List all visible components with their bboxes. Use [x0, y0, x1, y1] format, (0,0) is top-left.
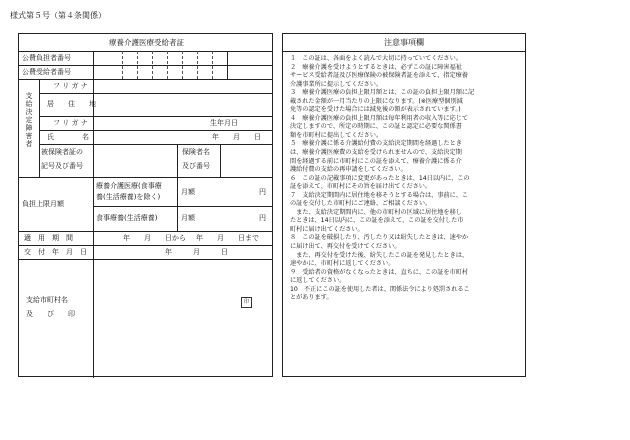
note-line: ７ 支給決定期間内に居住地を移そうとする場合は、事前に、こ	[290, 191, 468, 199]
medical-limit-label: 療養介護医療(食事療	[96, 182, 162, 190]
note-line: 間を経過する前に市町村にこの証を添えて、療養介護に係る介	[290, 157, 462, 165]
medical-limit-label-2: 養(生活療養)を除く)	[96, 193, 161, 201]
note-line: 免等の認定を受けた場合には減免後の額が表示されています。)	[290, 106, 461, 114]
notes-card	[282, 33, 526, 377]
note-line: ８ この証を破損したり、汚したり又は紛失したときは、速やか	[290, 234, 468, 242]
recipient-section-label: 支給決定障害者	[25, 92, 33, 148]
issue-date-label: 交 付 年 月 日	[24, 248, 87, 256]
note-line: 決定しますので、所定の時期に、この証と認定に必要な関係書	[290, 123, 462, 131]
insurer-name-label: 保険者名	[182, 148, 210, 156]
meal-limit-label: 食事療養(生活療養)	[96, 214, 158, 222]
valid-period-label: 適 用 期 間	[24, 234, 73, 242]
note-line: とがあります。	[290, 294, 333, 302]
issue-date-value: 年 月 日	[165, 248, 228, 256]
public-payer-number-label: 公費負担者番号	[22, 54, 71, 62]
note-line: ２ 療養介護を受けようとするときは、必ずこの証に障害福祉	[290, 63, 462, 71]
note-line: 護給付費の支給の再申請をしてください。	[290, 166, 407, 174]
note-line: 町村に届け出てください。	[290, 225, 364, 233]
name-label: 氏 名	[47, 133, 89, 141]
address-label: 居 住 地	[47, 100, 96, 108]
notes-list	[290, 55, 524, 303]
note-line: ９ 受給者の資格がなくなったときは、直ちに、この証を市町村	[290, 268, 468, 276]
form-number-label: 様式第５号（第４条関係）	[10, 11, 106, 20]
birth-date-value: 年 月 日	[212, 133, 261, 141]
limit-amount-label: 負担上限月額	[22, 200, 64, 208]
period-to-value: 年 月 日まで	[196, 234, 259, 242]
meal-monthly-label: 月額	[181, 214, 195, 222]
public-recipient-number-label: 公費受給者番号	[22, 68, 71, 76]
insured-symbol-label: 被保険者証の	[41, 148, 83, 156]
birth-date-label: 生年月日	[210, 119, 238, 127]
note-line: ５ 療養介護に係る介護給付費の支給決定期間を経過したとき	[290, 140, 462, 148]
note-line: 載された金額が一月当たりの上限になります。(※医療型個別減	[290, 97, 463, 105]
certificate-title: 療養介護医療受給者証	[109, 38, 184, 47]
note-line: また、再交付を受けた後、紛失したこの証を発見したときは、	[290, 251, 468, 259]
note-line: ４ 療養介護医療の負担上限月額は毎年利用者の収入等に応じて	[290, 114, 468, 122]
furigana-label-2: フ リ ガ ナ	[53, 119, 88, 127]
note-line: １ この証は、各面をよく読んで大切に持っていてください。	[290, 55, 462, 62]
municipality-label: 支給市町村名	[26, 296, 68, 304]
note-line: ６ この証の記載事項に変更があったときは、14日以内に、この	[290, 174, 470, 182]
seal-stamp: 印	[241, 297, 252, 308]
note-line: は、療養介護医療費の支給を受けられませんので、支給決定期	[290, 149, 462, 157]
note-line: に届け出て、再交付を受けてください。	[290, 243, 401, 251]
certificate-card	[18, 33, 273, 377]
period-from-value: 年 月 日から	[123, 234, 186, 242]
note-line: の証を交付した市町村にご連絡、ご相談ください。	[290, 200, 432, 208]
notes-title: 注意事項欄	[283, 34, 525, 52]
note-line: ３ 療養介護医療の負担上限月額とは、この証の負担上限月額に記	[290, 89, 475, 97]
note-line: サービス受給者証及び医療保険の被保険者証を添えて、指定療養	[290, 72, 468, 80]
note-line: 速やかに、市町村に返してください。	[290, 260, 395, 268]
insured-number-label: 記号及び番号	[41, 162, 83, 170]
insurer-number-label: 及び番号	[182, 162, 210, 170]
note-line: 類を市町村に提出してください。	[290, 131, 383, 139]
medical-yen-label: 円	[259, 188, 266, 196]
note-line: に返してください。	[290, 277, 346, 285]
note-line: また、支給決定期間内に、他の市町村の区域に居住地を移し	[290, 208, 462, 216]
furigana-label: フ リ ガ ナ	[53, 82, 88, 90]
municipality-seal-label: 及 び 印	[26, 310, 75, 318]
note-line: 10 不正にこの証を使用した者は、関係法令により処罰されるこ	[290, 285, 470, 293]
meal-yen-label: 円	[259, 214, 266, 222]
note-line: たときは、14日以内に、この証を添えて、この証を交付した市	[290, 217, 464, 225]
note-line: 証を添えて、市町村にその旨を届け出てください。	[290, 183, 432, 191]
note-line: 介護事業所に提示してください。	[290, 80, 383, 88]
medical-monthly-label: 月額	[181, 188, 195, 196]
